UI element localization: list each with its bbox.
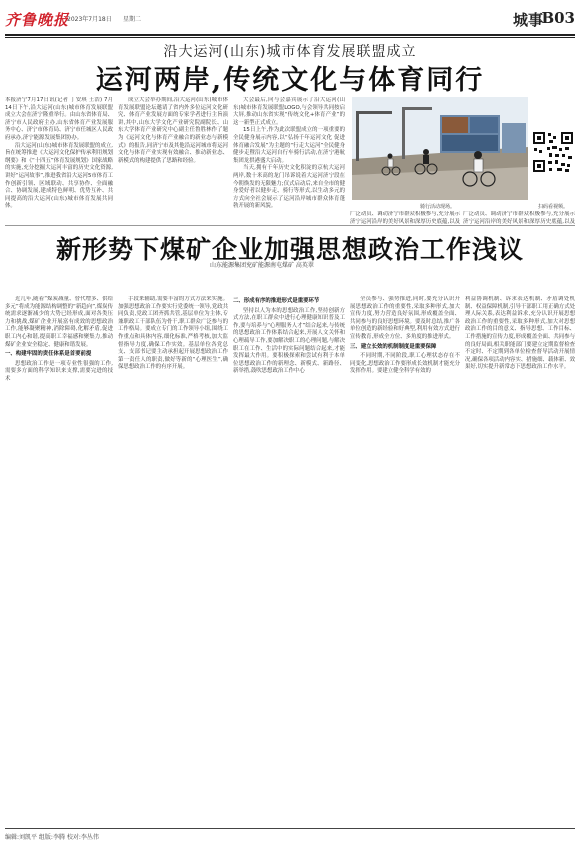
article2-column-4 bbox=[350, 296, 460, 530]
article2-headline: 新形势下煤矿企业加强思想政治工作浅议 bbox=[55, 235, 524, 264]
issue-date: 2023年7月18日 bbox=[67, 16, 112, 23]
page-number: B03 bbox=[541, 9, 575, 27]
article2-column-2 bbox=[118, 296, 228, 530]
article1-column-4 bbox=[350, 211, 460, 225]
article1-column-5 bbox=[463, 211, 575, 225]
masthead-rule bbox=[5, 34, 575, 36]
article1-paragraph: 成立大会举办期间,沿大运河(山东)城市体育发展联盟论坛邀请了省内外多位运河文化研究、体育产业发展方面的专家学者进行主旨演讲,其中,山东大学文化产业研究院副院长、山东大学体育产业研究中心副主任鲁胜林作了题为《运河文化与体育产业融合的新业态与新模式》的报告,同济宁市及其他沿运河城市将运河文化与体育产业实现有效融合、推动新业态、新模式的构建提供了思路和经验。 bbox=[118, 97, 228, 164]
photo-caption: 骑行活动现场。 bbox=[420, 204, 456, 210]
article2-paragraph: 全员参与、强势推进,同时,要充分认识开展思想政治工作的重要性,采取多种形式,加大宣传力度,努力营造良好氛围,形成覆盖全面、共同参与的良好思想环境。要及时总结,推广各单位创造的新经验和好典型,利用有效方式进行宣传教育,形成全方位、多角度的推进形式。 bbox=[350, 296, 460, 340]
article1-column-2 bbox=[118, 97, 228, 221]
article2-column-3 bbox=[233, 296, 345, 530]
masthead bbox=[5, 5, 575, 35]
article1-paragraph: 15日上午,作为此次联盟成立的一项重要的全民健身展示内容,以“弘扬千年运河文化 促进体育融合发展”为主题的“行走大运河”全民健身健步走暨沿大运河自行车骑行活动,在济宁港航集团龙拱港盛大启动。 bbox=[233, 127, 345, 164]
article2-subheading: 二、形成有序的推进形式是重要环节 bbox=[233, 298, 320, 304]
section-name: 城事 bbox=[512, 11, 543, 29]
article1-column-3 bbox=[233, 97, 345, 221]
article-divider bbox=[5, 225, 575, 226]
article1-paragraph: 当天,拥有千年历史文化积淀的京杭大运河两岸,数十米高的龙门吊诉说着大运河济宁段在今朝焕发的无限魅力;仅式启动后,来自全市的健身爱好者以健步走、骑行等形式,以生动多元的方式向全社会展示了运河沿岸城市群众体育蓬勃开展的新风貌。 bbox=[233, 165, 345, 210]
article1-paragraph: 广泛动员、调动济宁市群众积极参与,充分展示济宁运河沿岸的美好风景和深厚历史底蕴,以及 bbox=[463, 211, 575, 225]
article1-paragraph: 本报济宁7月17日讯(记者 丁安琪 王浩) 7月14日下午,沿大运河(山东)城市体育发展联盟成立大会在济宁隆重举行。由山东省体育局、济宁市人民政府主办,山东省体育产业发展服务中心、济宁市体育局、济宁市任城区人民政府承办,济宁能源发展集团协办。 bbox=[5, 97, 113, 141]
article2-paragraph: 利益协调机制、诉求表达机制、矛盾调处机制、权益保障机制,引导干部职工用正确方式处理人际关系,表达利益诉求,充分认识开展思想政治工作的重要性,采取多种形式,加大对思想政治工作的目的意义、指导思想、工作目标、工作措施的宣传力度,形成覆盖全面、共同参与的良好局面,相关职能部门要建立定期监督检查不定时、不定期到各单位检查督导活动开展情况,确保各项活动内容实、措施细、载体新、效果好,切实提升新常态下思想政治工作水平。 bbox=[465, 296, 575, 371]
article1-paragraph: 沿大运河(山东)城市体育发展联盟的成立,旨在统筹推进《大运河文化保护传承利用规划纲要》和《“十四五”体育发展规划》国家战略的实施,充分挖掘大运河丰富的历史文化资源,讲好“运河故事”,推进我省沿大运河5市体育工作创新引领、区域联动、共享协作、全面融合、协调发展,建成特色鲜明、优势互补、共同提高的沿大运河(山东)城市体育发展共同体。 bbox=[5, 142, 113, 210]
article1-column-1 bbox=[5, 97, 113, 221]
qr-caption: 扫码看视频。 bbox=[538, 204, 569, 210]
article2-paragraph: 坚持以人为本的思想政治工作,坚持创新方式方法,在职工群众中进行心理健康知识普及工作,要与培养与“心理服务人才”结合起来,与传统的思想政治工作体系结合起来,开展人文关怀和心理疏导工作,要加解决职工的心理问题,与解决职工在工作、生活中的实际问题结合起来,才能发挥最大作用。要积极探索和尝试有利于本单位思想政治工作的新理念、新模式、新路径、新举措,鼓吹思想政治工作中心 bbox=[233, 307, 345, 375]
article1-paragraph: 广泛动员、调动济宁市群众积极参与,充分展示济宁运河沿岸的美好风景和深厚历史底蕴,以及 bbox=[350, 211, 460, 225]
article2-paragraph: 手段来辅助,需要丰富的方式方法来实施。加强思想政治工作要实行党委统一领导,党政共同负责,党政工团齐抓共管,基层单位为主体,专兼职政工干部队伍为骨干,职工群众广泛参与的工作格局。要成立专门的工作领导小组,围绕工作重点和具体内容,细化标准,严格考核,加大监督指导力度,确保工作实效。基层单位各党总支、支部书记要主动承担起开展思想政治工作第一责任人的职责,做好等新的“心理医生”,确保思想政治工作的有序开展。 bbox=[118, 296, 228, 371]
article2-byline: 山东能源集团兖矿能源南屯煤矿 高英翠 bbox=[210, 262, 314, 269]
footer-credits: 编辑:刘凯平 组版:李腾 校对:李丛伟 bbox=[5, 834, 99, 841]
footer-rule bbox=[5, 828, 575, 829]
qr-code-icon bbox=[531, 130, 575, 174]
article2-column-1 bbox=[5, 296, 113, 530]
article1-paragraph: 大会最后,向与会嘉宾展示了沿大运河(山东)城市体育发展联盟LOGO,与会领导共同按启大屏,推动山东省实现“传统文化+体育产业”的这一新型正式成立。 bbox=[233, 97, 345, 126]
newspaper-logo: 齐鲁晚报 bbox=[5, 11, 70, 29]
masthead-rule-thin bbox=[5, 37, 575, 38]
article2-paragraph: 不同时期,不同阶段,职工心理状态存在不同变化,思想政治工作要形成长效机制才能充分发挥作用。要建立健全科学有效的 bbox=[350, 353, 460, 375]
article2-paragraph: 思想政治工作是一项专业性很强的工作,需要多方面的科学知识来支撑,需要完进的技术 bbox=[5, 360, 113, 382]
article2-paragraph: 近几年,随着“煤炭减量、替代增多、供给多元”将成为能源结构调整的“新趋向”,煤炭传统需求逐渐减少的大势已经形成,面对各类压力和挑战,煤矿企业开展富有成效的思想政治工作,能够凝聚精神,消除障碍,化解矛盾,促进职工内心和谐,提高职工幸福感和聚集力,推动煤矿企业安全稳定、健康和谐发展。 bbox=[5, 296, 113, 348]
article1-kicker: 沿大运河(山东)城市体育发展联盟成立 bbox=[163, 44, 417, 60]
issue-weekday: 星期二 bbox=[123, 16, 142, 23]
article2-column-5 bbox=[465, 296, 575, 530]
article2-subheading: 三、建立长效的机制制度是重要保障 bbox=[350, 343, 437, 350]
article1-headline: 运河两岸,传统文化与体育同行 bbox=[95, 65, 485, 96]
cycling-event-illustration bbox=[352, 97, 528, 200]
cycling-event-photo bbox=[352, 97, 528, 200]
article2-subheading: 一、构建牢固的责任体系是首要前提 bbox=[5, 351, 92, 358]
qr-code-image[interactable] bbox=[531, 130, 575, 200]
